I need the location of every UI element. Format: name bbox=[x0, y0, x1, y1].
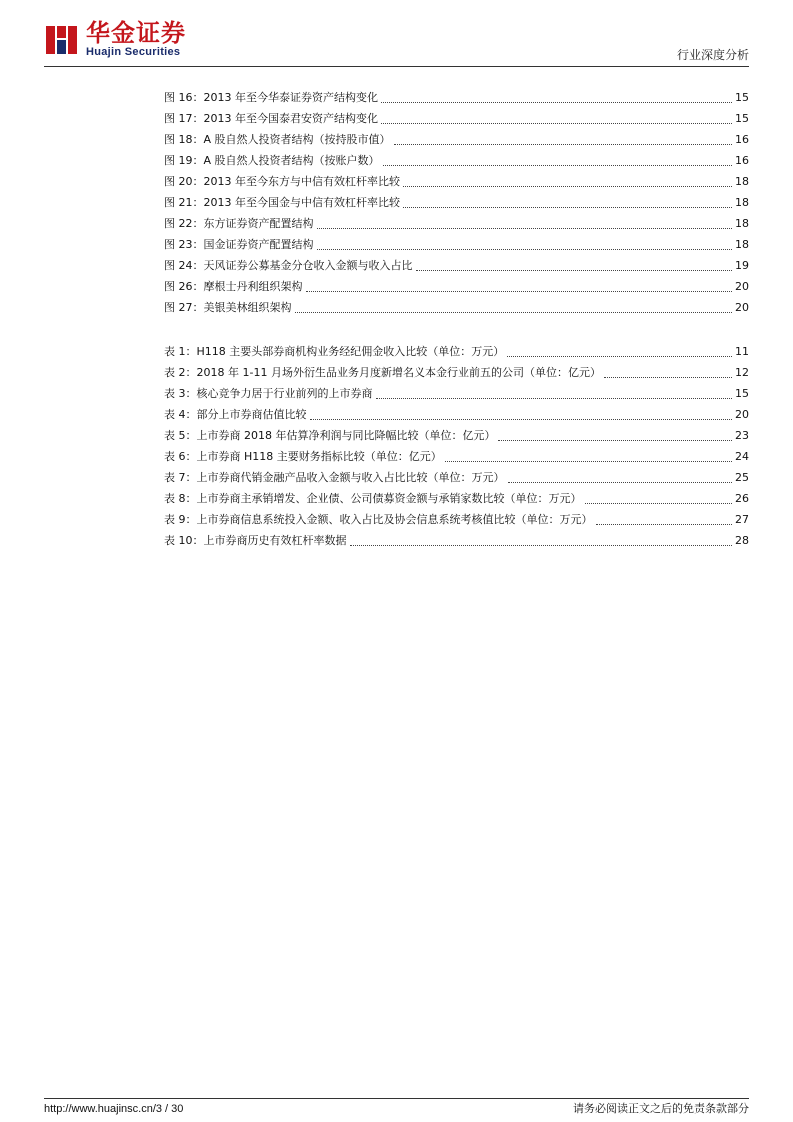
toc-entry[interactable] bbox=[164, 489, 749, 509]
toc-entry[interactable] bbox=[164, 426, 749, 446]
toc-entry[interactable] bbox=[164, 298, 749, 318]
toc-entry[interactable] bbox=[164, 363, 749, 383]
toc-entry-label: 表 9：上市券商信息系统投入金额、收入占比及协会信息系统考核值比较（单位：万元） bbox=[164, 513, 593, 526]
toc-leader bbox=[376, 397, 733, 399]
toc-leader bbox=[416, 269, 733, 271]
toc-entry-label: 表 1：H118 主要头部券商机构业务经纪佣金收入比较（单位：万元） bbox=[164, 345, 505, 358]
toc-entry-label: 表 3：核心竞争力居于行业前列的上市券商 bbox=[164, 387, 373, 400]
toc-entry-label: 表 7：上市券商代销金融产品收入金额与收入占比比较（单位：万元） bbox=[164, 471, 505, 484]
toc-entry[interactable] bbox=[164, 193, 749, 213]
toc-leader bbox=[596, 523, 733, 525]
toc-entry-label: 图 26：摩根士丹利组织架构 bbox=[164, 280, 303, 293]
toc-entry-page: 15 bbox=[735, 112, 749, 125]
toc-leader bbox=[381, 122, 732, 124]
toc-entry-page: 23 bbox=[735, 429, 749, 442]
toc-entry-label: 表 6：上市券商 H118 主要财务指标比较（单位：亿元） bbox=[164, 450, 442, 463]
toc-entry[interactable] bbox=[164, 235, 749, 255]
toc-entry[interactable] bbox=[164, 256, 749, 276]
toc-leader bbox=[585, 502, 733, 504]
toc-entry-page: 24 bbox=[735, 450, 749, 463]
toc-entry[interactable] bbox=[164, 384, 749, 404]
toc-leader bbox=[445, 460, 732, 462]
toc-entry-label: 图 16：2013 年至今华泰证券资产结构变化 bbox=[164, 91, 378, 104]
toc-entry-page: 18 bbox=[735, 196, 749, 209]
toc-entry[interactable] bbox=[164, 88, 749, 108]
toc-entry[interactable] bbox=[164, 531, 749, 551]
toc-entry[interactable] bbox=[164, 342, 749, 362]
toc-entry-page: 18 bbox=[735, 238, 749, 251]
toc-entry[interactable] bbox=[164, 109, 749, 129]
toc-leader bbox=[508, 481, 733, 483]
footer-divider bbox=[44, 1098, 749, 1099]
toc-entry-label: 图 20：2013 年至今东方与中信有效杠杆率比较 bbox=[164, 175, 400, 188]
toc-leader bbox=[350, 544, 733, 546]
toc-entry-page: 28 bbox=[735, 534, 749, 547]
toc-entry-page: 18 bbox=[735, 175, 749, 188]
toc-entry-label: 图 21：2013 年至今国金与中信有效杠杆率比较 bbox=[164, 196, 400, 209]
toc-leader bbox=[394, 143, 732, 145]
toc-entry[interactable] bbox=[164, 405, 749, 425]
toc-entry-page: 15 bbox=[735, 387, 749, 400]
toc-entry[interactable] bbox=[164, 151, 749, 171]
toc-entry-label: 图 24：天风证券公募基金分仓收入金额与收入占比 bbox=[164, 259, 413, 272]
toc-entry-label: 表 10：上市券商历史有效杠杆率数据 bbox=[164, 534, 347, 547]
page-header bbox=[0, 0, 793, 70]
report-type: 行业深度分析 bbox=[676, 48, 749, 62]
toc-entry-label: 图 19：A 股自然人投资者结构（按账户数） bbox=[164, 154, 380, 167]
toc-entry[interactable] bbox=[164, 468, 749, 488]
toc-leader bbox=[381, 101, 732, 103]
toc-entry-label: 图 27：美银美林组织架构 bbox=[164, 301, 292, 314]
toc-leader bbox=[295, 311, 733, 313]
toc-leader bbox=[604, 376, 732, 378]
toc-entry-page: 16 bbox=[735, 154, 749, 167]
toc-leader bbox=[403, 185, 732, 187]
toc-entry[interactable] bbox=[164, 277, 749, 297]
toc-leader bbox=[507, 355, 732, 357]
brand-name-cn: 华金证券 bbox=[86, 19, 186, 47]
toc-entry-label: 图 23：国金证券资产配置结构 bbox=[164, 238, 314, 251]
toc-entry-page: 25 bbox=[735, 471, 749, 484]
toc-entry-page: 26 bbox=[735, 492, 749, 505]
toc-leader bbox=[310, 418, 733, 420]
toc-entry-page: 11 bbox=[735, 345, 749, 358]
toc-leader bbox=[498, 439, 732, 441]
toc-leader bbox=[317, 248, 733, 250]
toc-entry-page: 16 bbox=[735, 133, 749, 146]
toc-entry-label: 表 4：部分上市券商估值比较 bbox=[164, 408, 307, 421]
toc-leader bbox=[306, 290, 733, 292]
toc-leader bbox=[317, 227, 733, 229]
toc-entry-page: 27 bbox=[735, 513, 749, 526]
toc-entry-label: 图 17：2013 年至今国泰君安资产结构变化 bbox=[164, 112, 378, 125]
toc-entry[interactable] bbox=[164, 510, 749, 530]
toc-leader bbox=[403, 206, 732, 208]
toc-entry-page: 18 bbox=[735, 217, 749, 230]
toc-entry-page: 20 bbox=[735, 301, 749, 314]
toc-entry-page: 20 bbox=[735, 408, 749, 421]
toc-entry-label: 表 5：上市券商 2018 年估算净利润与同比降幅比较（单位：亿元） bbox=[164, 429, 496, 442]
toc-entry[interactable] bbox=[164, 172, 749, 192]
toc-entry-label: 表 2：2018 年 1-11 月场外衍生品业务月度新增名义本金行业前五的公司（单位：亿元） bbox=[164, 366, 601, 379]
huajin-logo bbox=[44, 22, 80, 58]
toc-entry[interactable] bbox=[164, 214, 749, 234]
toc-entry-label: 图 22：东方证券资产配置结构 bbox=[164, 217, 314, 230]
toc-entry-page: 20 bbox=[735, 280, 749, 293]
toc-entry[interactable] bbox=[164, 130, 749, 150]
toc-leader bbox=[383, 164, 732, 166]
toc-entry-label: 图 18：A 股自然人投资者结构（按持股市值） bbox=[164, 133, 391, 146]
header-divider bbox=[44, 66, 749, 67]
toc-entry-page: 19 bbox=[735, 259, 749, 272]
footer-url[interactable]: http://www.huajinsc.cn/3 / 30 bbox=[44, 1103, 184, 1115]
toc-entry-page: 12 bbox=[735, 366, 749, 379]
footer-disclaimer: 请务必阅读正文之后的免责条款部分 bbox=[573, 1102, 749, 1115]
toc-entry-label: 表 8：上市券商主承销增发、企业债、公司债募资金额与承销家数比较（单位：万元） bbox=[164, 492, 582, 505]
toc-entry[interactable] bbox=[164, 447, 749, 467]
brand-name-en: Huajin Securities bbox=[86, 46, 181, 58]
toc-entry-page: 15 bbox=[735, 91, 749, 104]
